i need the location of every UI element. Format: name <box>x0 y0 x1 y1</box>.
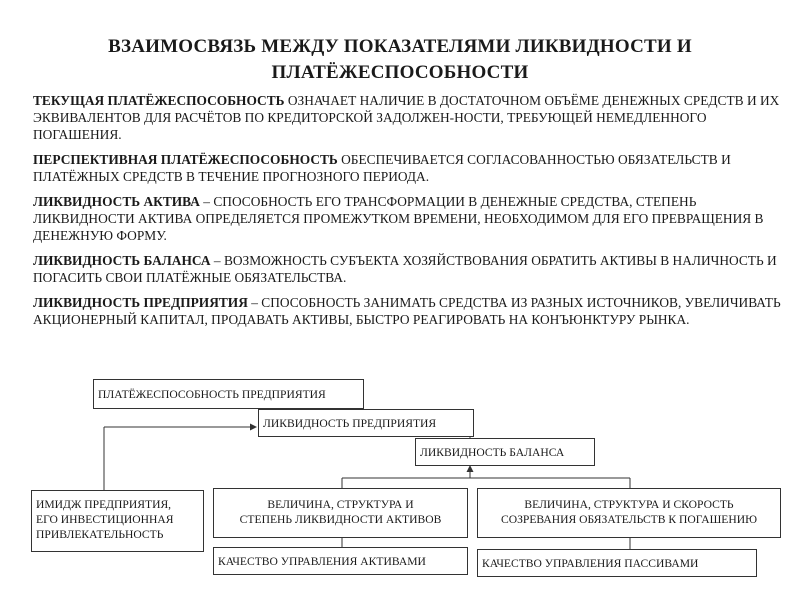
definition-text: ОЗНАЧАЕТ НАЛИЧИЕ В ДОСТАТОЧНОМ ОБЪЁМЕ ДЕНЕЖНЫХ СРЕДСТВ И ИХ ЭКВИВАЛЕНТОВ ДЛЯ РАСЧЁТОВ ПО КРЕДИТОРСКОЙ ЗАДОЛЖЕН-НОСТИ, ТРЕБУЮЩЕЙ НЕМЕДЛЕННОГО ПОГАШЕНИЯ. <box>33 93 780 142</box>
definition-term: ЛИКВИДНОСТЬ БАЛАНСА <box>33 253 211 268</box>
definition-text: – СПОСОБНОСТЬ ЗАНИМАТЬ СРЕДСТВА ИЗ РАЗНЫХ ИСТОЧНИКОВ, УВЕЛИЧИВАТЬ АКЦИОНЕРНЫЙ КАПИТАЛ, ПРОДАВАТЬ АКТИВЫ, БЫСТРО РЕАГИРОВАТЬ НА КОНЪЮНКТУРУ РЫНКА. <box>33 295 781 327</box>
definition-text: – СПОСОБНОСТЬ ЕГО ТРАНСФОРМАЦИИ В ДЕНЕЖНЫЕ СРЕДСТВА, СТЕПЕНЬ ЛИКВИДНОСТИ АКТИВА ОПРЕДЕЛЯЕТСЯ ПРОМЕЖУТКОМ ВРЕМЕНИ, НЕОБХОДИМОМ ДЛЯ ЕГО ПРЕВРАЩЕНИЯ В ДЕНЕЖНУЮ ФОРМУ. <box>33 194 764 243</box>
image-line-1: ИМИДЖ ПРЕДПРИЯТИЯ, <box>36 498 172 511</box>
enterprise-liquidity-label: ЛИКВИДНОСТЬ ПРЕДПРИЯТИЯ <box>263 416 437 430</box>
definition-text: – ВОЗМОЖНОСТЬ СУБЪЕКТА ХОЗЯЙСТВОВАНИЯ ОБРАТИТЬ АКТИВЫ В НАЛИЧНОСТЬ И ПОГАСИТЬ СВОИ ПЛАТЁЖНЫЕ ОБЯЗАТЕЛЬСТВА. <box>33 253 777 285</box>
liabilities-line-2: СОЗРЕВАНИЯ ОБЯЗАТЕЛЬСТВ К ПОГАШЕНИЮ <box>500 513 758 526</box>
image-box <box>31 490 204 552</box>
assets-line-2: СТЕПЕНЬ ЛИКВИДНОСТИ АКТИВОВ <box>239 513 442 526</box>
liability-management-label: КАЧЕСТВО УПРАВЛЕНИЯ ПАССИВАМИ <box>482 556 699 570</box>
enterprise-liquidity-box <box>258 409 474 437</box>
balance-liquidity-box <box>415 438 595 466</box>
image-line-2: ЕГО ИНВЕСТИЦИОННАЯ <box>36 513 174 526</box>
liability-management-box <box>477 549 757 577</box>
definition-term: ЛИКВИДНОСТЬ АКТИВА <box>33 194 200 209</box>
image-line-3: ПРИВЛЕКАТЕЛЬНОСТЬ <box>36 528 164 541</box>
definition-term: ЛИКВИДНОСТЬ ПРЕДПРИЯТИЯ <box>33 295 248 310</box>
balance-liquidity-label: ЛИКВИДНОСТЬ БАЛАНСА <box>420 445 565 459</box>
definition-term: ПЕРСПЕКТИВНАЯ ПЛАТЁЖЕСПОСОБНОСТЬ <box>33 152 338 167</box>
solvency-box <box>93 379 364 409</box>
assets-line-1: ВЕЛИЧИНА, СТРУКТУРА И <box>267 498 414 511</box>
solvency-label: ПЛАТЁЖЕСПОСОБНОСТЬ ПРЕДПРИЯТИЯ <box>98 387 326 401</box>
title-line-2: ПЛАТЁЖЕСПОСОБНОСТИ <box>271 62 529 83</box>
title-line-1: ВЗАИМОСВЯЗЬ МЕЖДУ ПОКАЗАТЕЛЯМИ ЛИКВИДНОСТИ И <box>108 36 692 57</box>
definition-term: ТЕКУЩАЯ ПЛАТЁЖЕСПОСОБНОСТЬ <box>33 93 285 108</box>
assets-box <box>213 488 468 538</box>
asset-management-label: КАЧЕСТВО УПРАВЛЕНИЯ АКТИВАМИ <box>218 554 426 568</box>
asset-management-box <box>213 547 468 575</box>
liabilities-box <box>477 488 781 538</box>
definition-text: ОБЕСПЕЧИВАЕТСЯ СОГЛАСОВАННОСТЬЮ ОБЯЗАТЕЛЬСТВ И ПЛАТЁЖНЫХ СРЕДСТВ В ТЕЧЕНИЕ ПРОГНОЗНОГО ПЕРИОДА. <box>33 152 731 184</box>
liabilities-line-1: ВЕЛИЧИНА, СТРУКТУРА И СКОРОСТЬ <box>524 498 734 511</box>
